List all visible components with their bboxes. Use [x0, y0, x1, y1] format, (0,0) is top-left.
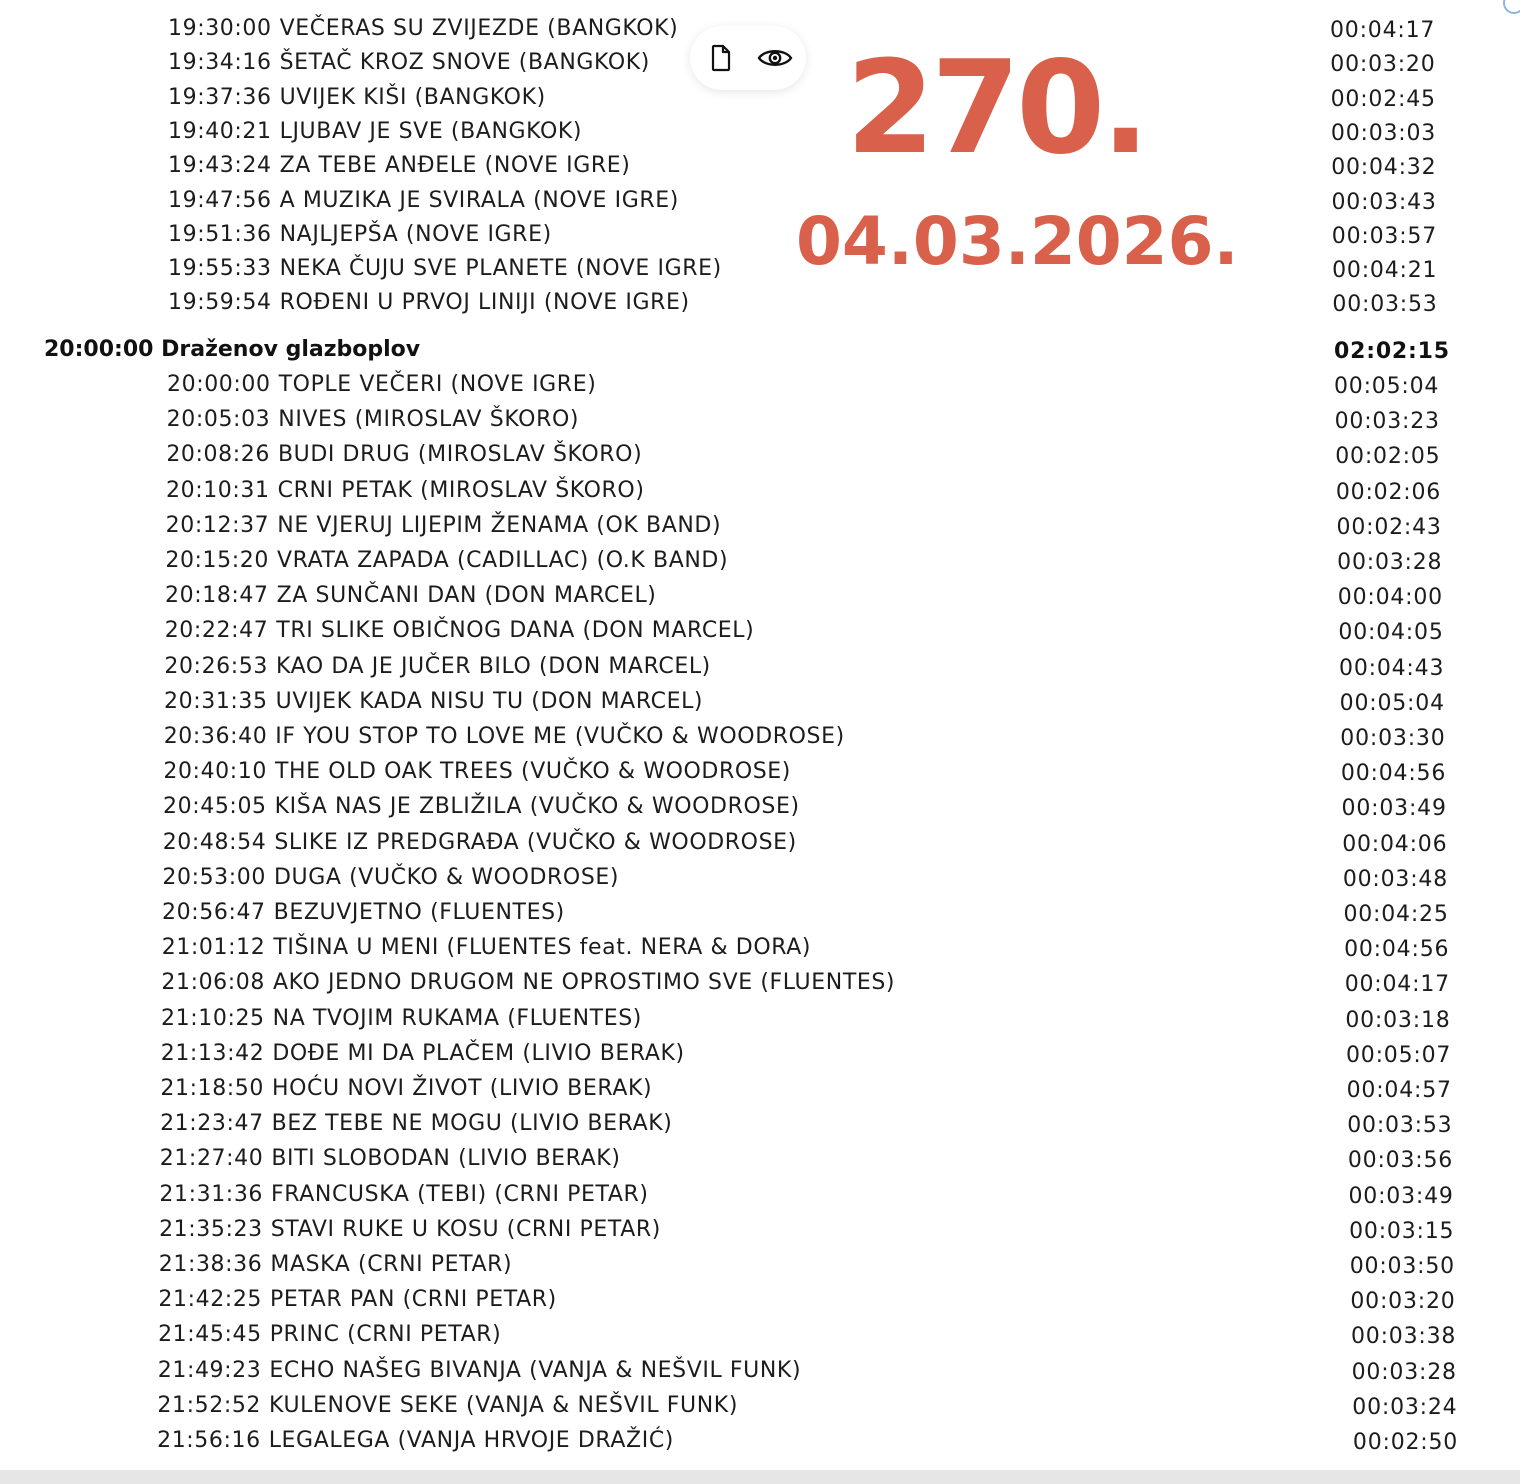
playlist-row — [161, 1002, 642, 1036]
track-duration: 00:02:50 — [1352, 1430, 1459, 1455]
track-title: VEČERAS SU ZVIJEZDE (BANGKOK) — [279, 16, 679, 41]
track-duration: 00:04:57 — [1346, 1078, 1452, 1103]
track-title: SLIKE IZ PREDGRAĐA (VUČKO & WOODROSE) — [274, 829, 797, 855]
document-icon — [708, 44, 734, 72]
playlist-row — [168, 286, 690, 320]
track-title: NAJLJEPŠA (NOVE IGRE) — [279, 221, 552, 247]
track-duration: 00:04:00 — [1337, 585, 1443, 611]
playlist-row — [162, 896, 565, 930]
playlist-row — [167, 403, 579, 437]
playlist-row — [163, 755, 791, 789]
playlist-row — [165, 579, 656, 613]
track-start-time: 19:43:24 — [168, 153, 272, 179]
track-start-time: 20:45:05 — [163, 794, 267, 820]
track-start-time: 19:59:54 — [168, 290, 272, 316]
playlist-row — [158, 1318, 501, 1352]
block-header-time: 20:00:00 — [44, 337, 154, 362]
playlist-row — [165, 614, 755, 648]
track-start-time: 19:37:36 — [168, 84, 272, 110]
track-duration: 00:05:07 — [1345, 1042, 1452, 1068]
track-title: BUDI DRUG (MIROSLAV ŠKORO) — [277, 442, 643, 468]
track-title: FRANCUSKA (TEBI) (CRNI PETAR) — [271, 1181, 649, 1207]
block-header-title: Draženov glazboplov — [161, 337, 421, 362]
track-title: NIVES (MIROSLAV ŠKORO) — [278, 407, 580, 433]
playlist-row — [162, 931, 811, 965]
track-duration: 00:03:28 — [1351, 1359, 1457, 1385]
track-duration: 00:03:15 — [1349, 1218, 1455, 1244]
track-title: THE OLD OAK TREES (VUČKO & WOODROSE) — [274, 759, 791, 785]
track-title: DUGA (VUČKO & WOODROSE) — [273, 864, 620, 890]
track-duration: 00:03:49 — [1341, 796, 1447, 822]
track-title: IF YOU STOP TO LOVE ME (VUČKO & WOODROSE) — [275, 724, 845, 749]
track-title: PRINC (CRNI PETAR) — [269, 1322, 502, 1348]
track-duration: 00:03:43 — [1331, 189, 1437, 215]
track-start-time: 20:08:26 — [166, 442, 270, 468]
track-duration: 00:04:17 — [1344, 972, 1450, 998]
track-start-time: 19:34:16 — [168, 50, 272, 76]
track-duration: 00:04:17 — [1330, 18, 1436, 43]
track-title: ZA TEBE ANĐELE (NOVE IGRE) — [279, 153, 631, 179]
track-title: TRI SLIKE OBIČNOG DANA (DON MARCEL) — [276, 618, 755, 644]
playlist-row — [168, 81, 546, 115]
track-title: NA TVOJIM RUKAMA (FLUENTES) — [272, 1005, 642, 1031]
track-start-time: 19:47:56 — [168, 187, 272, 213]
track-title: LJUBAV JE SVE (BANGKOK) — [279, 118, 583, 144]
track-duration: 00:05:04 — [1334, 374, 1440, 399]
track-start-time: 20:22:47 — [164, 618, 269, 644]
track-start-time: 21:23:47 — [160, 1111, 264, 1137]
track-start-time: 20:26:53 — [164, 653, 268, 679]
scroll-indicator[interactable] — [1503, 0, 1520, 14]
playlist-row — [168, 218, 552, 252]
track-start-time: 20:00:00 — [167, 372, 271, 397]
track-duration: 00:02:05 — [1335, 444, 1441, 470]
track-title: ECHO NAŠEG BIVANJA (VANJA & NEŠVIL FUNK) — [269, 1357, 802, 1383]
track-title: LEGALEGA (VANJA HRVOJE DRAŽIĆ) — [268, 1428, 674, 1453]
playlist-row — [164, 685, 703, 719]
track-start-time: 20:53:00 — [162, 864, 266, 890]
track-duration: 00:05:04 — [1339, 690, 1445, 716]
track-start-time: 19:30:00 — [168, 16, 272, 41]
track-duration: 00:03:20 — [1350, 1289, 1456, 1315]
track-duration: 00:03:49 — [1348, 1183, 1454, 1209]
episode-date: 04.03.2026. — [796, 203, 1239, 280]
track-title: KULENOVE SEKE (VANJA & NEŠVIL FUNK) — [269, 1392, 739, 1418]
playlist-row — [167, 368, 596, 402]
bottom-scrollbar[interactable] — [0, 1470, 1520, 1484]
track-start-time: 20:40:10 — [163, 759, 267, 785]
track-start-time: 21:06:08 — [161, 970, 265, 996]
track-duration: 00:02:43 — [1336, 514, 1442, 540]
track-duration: 00:03:38 — [1351, 1324, 1457, 1350]
track-title: NE VJERUJ LIJEPIM ŽENAMA (OK BAND) — [277, 512, 722, 538]
playlist-row — [160, 1142, 621, 1176]
eye-icon — [757, 46, 793, 70]
track-duration: 00:03:23 — [1334, 409, 1440, 435]
track-start-time: 19:40:21 — [168, 118, 272, 144]
track-title: TOPLE VEČERI (NOVE IGRE) — [278, 372, 597, 397]
track-duration: 00:04:05 — [1338, 620, 1444, 646]
track-start-time: 21:35:23 — [159, 1216, 263, 1242]
track-duration: 00:03:30 — [1340, 726, 1446, 751]
track-start-time: 21:27:40 — [159, 1146, 264, 1172]
track-duration: 00:02:06 — [1335, 479, 1442, 505]
track-duration: 00:03:57 — [1331, 223, 1438, 249]
preview-button[interactable] — [757, 40, 793, 76]
track-start-time: 20:31:35 — [164, 688, 268, 714]
track-start-time: 21:18:50 — [160, 1076, 264, 1101]
track-duration: 00:04:56 — [1340, 761, 1447, 787]
track-title: UVIJEK KIŠI (BANGKOK) — [279, 84, 546, 110]
track-duration: 00:03:56 — [1347, 1148, 1454, 1174]
track-title: BITI SLOBODAN (LIVIO BERAK) — [271, 1146, 621, 1172]
track-duration: 00:03:03 — [1330, 120, 1437, 146]
track-title: TIŠINA U MENI (FLUENTES feat. NERA & DORA) — [273, 935, 812, 961]
playlist-row — [160, 1072, 652, 1106]
track-title: KAO DA JE JUČER BILO (DON MARCEL) — [275, 653, 711, 679]
track-start-time: 21:31:36 — [159, 1181, 264, 1207]
track-duration: 00:03:48 — [1342, 866, 1449, 892]
track-start-time: 20:10:31 — [166, 477, 270, 503]
track-duration: 00:04:32 — [1331, 155, 1437, 181]
playlist-row — [168, 252, 722, 286]
document-button[interactable] — [703, 40, 739, 76]
track-start-time: 21:10:25 — [161, 1005, 265, 1031]
track-duration: 00:03:53 — [1332, 292, 1438, 318]
track-duration: 00:03:18 — [1345, 1007, 1451, 1033]
track-duration: 00:04:56 — [1344, 937, 1450, 963]
track-title: BEZ TEBE NE MOGU (LIVIO BERAK) — [271, 1111, 673, 1137]
track-duration: 00:04:43 — [1339, 655, 1445, 681]
track-title: AKO JEDNO DRUGOM NE OPROSTIMO SVE (FLUENTES) — [272, 970, 896, 996]
track-duration: 00:03:20 — [1330, 52, 1436, 78]
track-duration: 00:04:21 — [1332, 258, 1438, 284]
playlist-row — [164, 650, 711, 684]
track-start-time: 21:52:52 — [157, 1392, 262, 1418]
track-start-time: 21:42:25 — [158, 1287, 263, 1313]
track-start-time: 20:48:54 — [162, 829, 267, 855]
track-title: ŠETAČ KROZ SNOVE (BANGKOK) — [279, 50, 650, 76]
track-title: MASKA (CRNI PETAR) — [270, 1252, 513, 1277]
playlist-row — [166, 438, 642, 472]
playlist-row — [168, 115, 582, 149]
playlist-row — [166, 474, 645, 508]
track-title: ROĐENI U PRVOJ LINIJI (NOVE IGRE) — [279, 290, 690, 316]
track-start-time: 20:56:47 — [162, 900, 266, 925]
playlist-row — [157, 1389, 738, 1423]
track-start-time: 20:36:40 — [163, 724, 268, 749]
track-title: DOĐE MI DA PLAČEM (LIVIO BERAK) — [272, 1040, 685, 1066]
track-title: BEZUVJETNO (FLUENTES) — [273, 900, 565, 925]
block-header-duration: 02:02:15 — [1334, 339, 1450, 364]
playlist-row — [168, 149, 630, 183]
episode-number: 270. — [846, 34, 1146, 183]
track-title: HOĆU NOVI ŽIVOT (LIVIO BERAK) — [272, 1076, 653, 1101]
playlist-row — [163, 826, 797, 860]
playlist-row — [158, 1283, 556, 1317]
playlist-row — [168, 12, 678, 46]
playlist-row — [160, 1107, 672, 1141]
playlist-row — [159, 1178, 648, 1212]
track-start-time: 20:05:03 — [166, 407, 271, 433]
track-start-time: 21:01:12 — [161, 935, 266, 961]
playlist-row — [161, 1037, 685, 1071]
track-title: CRNI PETAK (MIROSLAV ŠKORO) — [277, 477, 645, 503]
track-start-time: 20:15:20 — [165, 548, 269, 573]
playlist-row — [159, 1213, 661, 1247]
track-title: PETAR PAN (CRNI PETAR) — [270, 1287, 557, 1313]
track-title: UVIJEK KADA NISU TU (DON MARCEL) — [275, 688, 704, 714]
track-duration: 00:03:53 — [1347, 1113, 1453, 1139]
track-duration: 00:04:25 — [1343, 902, 1449, 927]
track-duration: 00:03:28 — [1337, 550, 1443, 575]
playlist-row — [157, 1424, 674, 1458]
track-title: ZA SUNČANI DAN (DON MARCEL) — [276, 583, 657, 609]
track-start-time: 21:49:23 — [157, 1357, 262, 1383]
playlist-row — [166, 509, 721, 543]
track-start-time: 20:12:37 — [165, 512, 270, 538]
floating-toolbar — [690, 26, 806, 90]
playlist-row — [158, 1354, 801, 1388]
playlist-row — [168, 46, 650, 80]
track-start-time: 19:51:36 — [168, 221, 272, 247]
playlist-row — [161, 966, 895, 1000]
track-title: A MUZIKA JE SVIRALA (NOVE IGRE) — [279, 187, 679, 213]
track-duration: 00:02:45 — [1330, 86, 1436, 112]
track-start-time: 20:18:47 — [165, 583, 269, 609]
track-duration: 00:03:50 — [1349, 1254, 1455, 1279]
playlist-row — [162, 861, 619, 895]
track-start-time: 21:13:42 — [160, 1040, 265, 1066]
playlist-row — [165, 544, 728, 578]
track-start-time: 21:38:36 — [158, 1252, 263, 1277]
track-title: STAVI RUKE U KOSU (CRNI PETAR) — [270, 1216, 661, 1242]
playlist-row — [159, 1248, 512, 1282]
playlist-row — [168, 184, 679, 218]
track-duration: 00:04:06 — [1342, 831, 1448, 857]
track-start-time: 19:55:33 — [168, 256, 272, 282]
track-start-time: 21:56:16 — [157, 1428, 261, 1453]
playlist-row — [163, 790, 800, 824]
playlist-row — [164, 720, 845, 754]
track-duration: 00:03:24 — [1352, 1394, 1458, 1420]
track-title: VRATA ZAPADA (CADILLAC) (O.K BAND) — [276, 548, 729, 573]
track-title: NEKA ČUJU SVE PLANETE (NOVE IGRE) — [279, 256, 722, 282]
track-start-time: 21:45:45 — [158, 1322, 262, 1348]
block-header — [44, 333, 420, 367]
track-title: KIŠA NAS JE ZBLIŽILA (VUČKO & WOODROSE) — [274, 794, 800, 820]
